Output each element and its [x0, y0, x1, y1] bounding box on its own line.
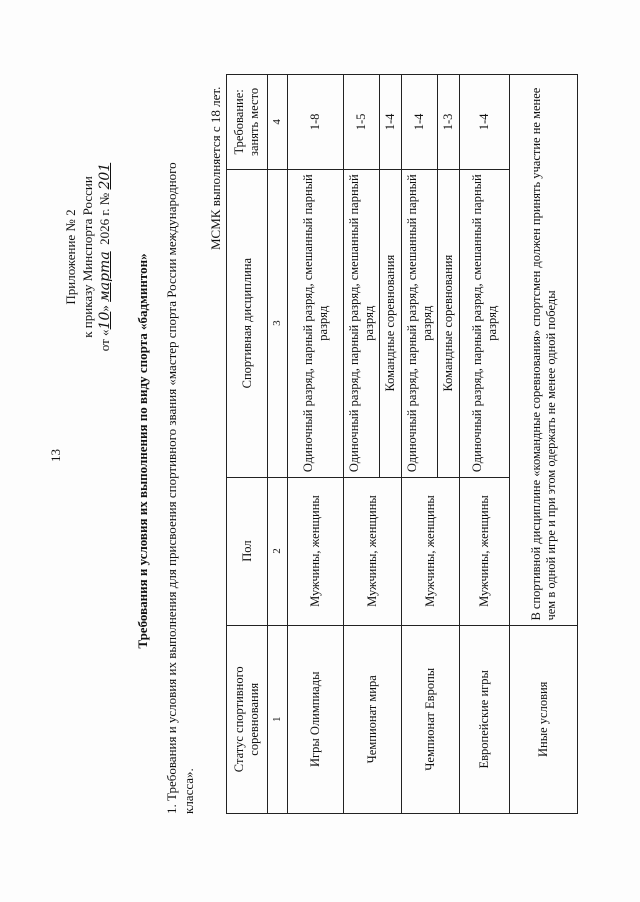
table-row: [288, 75, 344, 814]
discipline-cell: Одиночный разряд, парный разряд, смешанный парный разряд: [402, 169, 438, 477]
gender-cell: Мужчины, женщины: [460, 477, 510, 625]
other-conditions-label: Иные условия: [510, 625, 578, 813]
date-prefix: от «: [97, 329, 112, 352]
annex-order-ref: к приказу Минспорта России: [80, 176, 95, 338]
annex-header: [62, 117, 114, 397]
requirements-table: [226, 74, 578, 814]
gender-cell: Мужчины, женщины: [344, 477, 402, 625]
date-year: 2026 г. №: [97, 192, 112, 245]
discipline-cell: Командные соревнования: [438, 169, 460, 477]
status-cell: Игры Олимпиады: [288, 625, 344, 813]
header-gender: Пол: [227, 477, 268, 625]
table-row: [344, 75, 380, 814]
date-day: 10: [97, 311, 113, 330]
order-number: 201: [97, 162, 113, 190]
header-discipline: Спортивная дисциплина: [227, 169, 268, 477]
place-cell: 1-4: [402, 75, 438, 170]
status-cell: Чемпионат Европы: [402, 625, 460, 813]
place-cell: 1-5: [344, 75, 380, 170]
header-place: Требование: занять место: [227, 75, 268, 170]
section-paragraph: 1. Требования и условия их выполнения для присвоения спортивного звания «мастер спорта России международного класса».: [164, 162, 196, 814]
col-number: 2: [268, 477, 288, 625]
header-status: Статус спортивного соревнования: [227, 625, 268, 813]
gender-cell: Мужчины, женщины: [288, 477, 344, 625]
status-cell: Европейские игры: [460, 625, 510, 813]
place-cell: 1-3: [438, 75, 460, 170]
table-header-row: [227, 75, 268, 814]
table-row: [402, 75, 438, 814]
place-cell: 1-4: [460, 75, 510, 170]
discipline-cell: Одиночный разряд, парный разряд, смешанный парный разряд: [344, 169, 380, 477]
table-row-other: [510, 75, 578, 814]
gender-cell: Мужчины, женщины: [402, 477, 460, 625]
discipline-cell: Одиночный разряд, парный разряд, смешанный парный разряд: [460, 169, 510, 477]
date-mid: »: [97, 305, 112, 312]
table-row: [460, 75, 510, 814]
col-number: 3: [268, 169, 288, 477]
age-note: МСМК выполняется с 18 лет.: [208, 86, 223, 250]
document-title: Требования и условия их выполнения по виду спорта «бадминтон»: [135, 253, 150, 649]
status-cell: Чемпионат мира: [344, 625, 402, 813]
annex-date-line: [96, 117, 114, 397]
date-month: марта: [97, 251, 113, 302]
table-number-row: [268, 75, 288, 814]
col-number: 1: [268, 625, 288, 813]
col-number: 4: [268, 75, 288, 170]
place-cell: 1-8: [288, 75, 344, 170]
discipline-cell: Командные соревнования: [380, 169, 402, 477]
discipline-cell: Одиночный разряд, парный разряд, смешанный парный разряд: [288, 169, 344, 477]
annex-title: Приложение № 2: [63, 209, 78, 305]
page-number: 13: [48, 449, 63, 462]
other-conditions-text: В спортивной дисциплине «командные соревнования» спортсмен должен принять участие не менее чем в одной игре и при этом одержать не менее одной победы: [510, 75, 578, 626]
place-cell: 1-4: [380, 75, 402, 170]
